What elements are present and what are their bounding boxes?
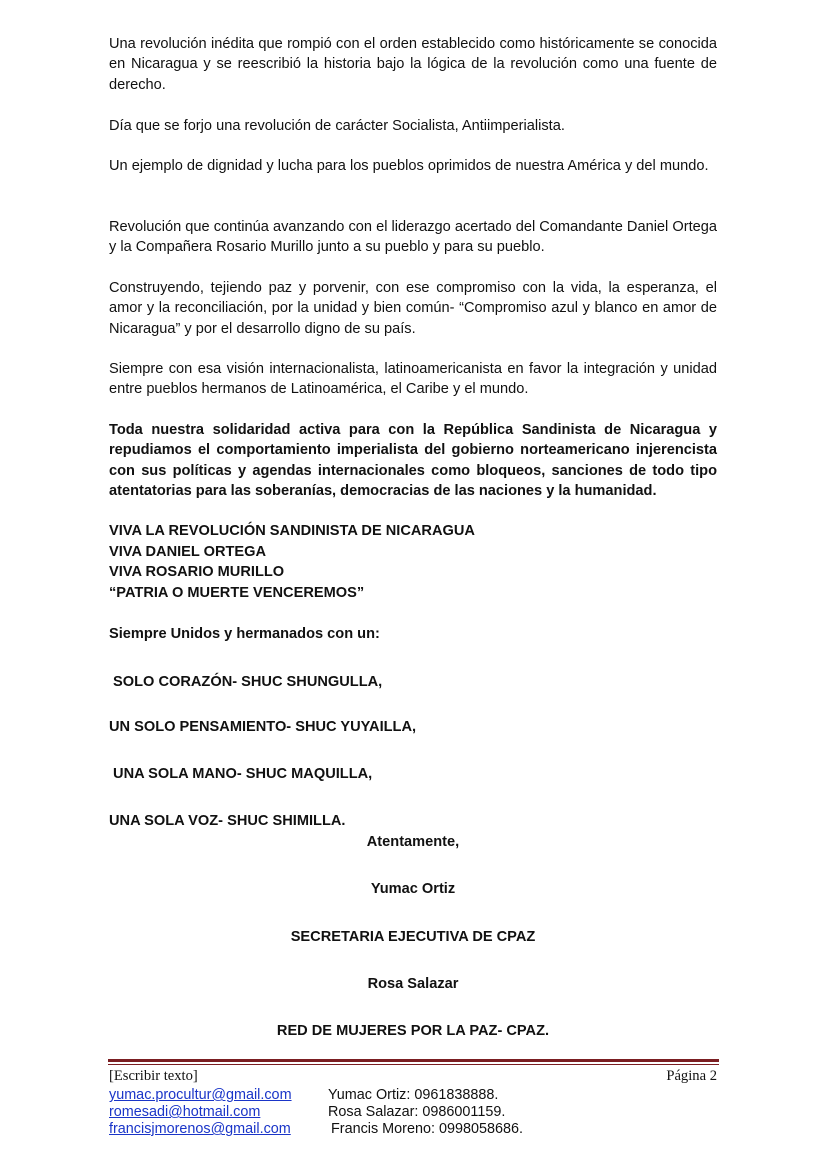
slogan-line: VIVA DANIEL ORTEGA (109, 544, 267, 560)
unity-line: UN SOLO PENSAMIENTO- SHUC YUYAILLA, (109, 719, 417, 735)
signer-title: RED DE MUJERES POR LA PAZ- CPAZ. (276, 1023, 550, 1039)
signer-name: Rosa Salazar (367, 976, 459, 992)
paragraph-1: Una revolución inédita que rompió con el orden establecido como históricamente se conocida en Nicaragua y se reescribió la historia bajo la lógica de la revolución como una fuente de derecho. (109, 36, 717, 93)
footer-rule-thin (108, 1064, 719, 1065)
email-link[interactable]: romesadi@hotmail.com (109, 1104, 261, 1120)
footer-rule (108, 1059, 719, 1062)
solidarity-paragraph: Toda nuestra solidaridad activa para con la República Sandinista de Nicaragua y repudiamos el comportamiento imperialista del gobierno norteamericano injerencista con sus políticas y agendas internacionales como bloqueos, sanciones de todo tipo atentatorias para las soberanías, democracias de las naciones y la humanidad. (109, 422, 717, 500)
unity-line: UNA SOLA VOZ- SHUC SHIMILLA. (109, 813, 346, 829)
signer-name: Yumac Ortiz (370, 881, 456, 897)
paragraph-3: Un ejemplo de dignidad y lucha para los pueblos oprimidos de nuestra América y del mundo. (109, 158, 709, 174)
closing-salutation: Atentamente, (366, 834, 460, 850)
paragraph-6: Siempre con esa visión internacionalista, latinoamericanista en favor la integración y unidad entre pueblos hermanos de Latinoamérica, el Caribe y el mundo. (109, 361, 717, 398)
email-link[interactable]: yumac.procultur@gmail.com (109, 1087, 292, 1103)
contact-phone: Yumac Ortiz: 0961838888. (328, 1087, 499, 1103)
page-number: Página 2 (666, 1068, 717, 1084)
slogan-line: “PATRIA O MUERTE VENCEREMOS” (109, 585, 365, 601)
contact-phone: Francis Moreno: 0998058686. (331, 1121, 523, 1137)
email-link[interactable]: francisjmorenos@gmail.com (109, 1121, 291, 1137)
unity-intro: Siempre Unidos y hermanados con un: (109, 626, 380, 642)
unity-line: SOLO CORAZÓN- SHUC SHUNGULLA, (109, 674, 383, 690)
paragraph-5: Construyendo, tejiendo paz y porvenir, con ese compromiso con la vida, la esperanza, el amor y la reconciliación, por la unidad y bien común- “Compromiso azul y blanco en amor de Nicaragua” y por el desarrollo digno de su país. (109, 280, 717, 337)
paragraph-4: Revolución que continúa avanzando con el liderazgo acertado del Comandante Daniel Ortega y la Compañera Rosario Murillo junto a su pueblo y para su pueblo. (109, 219, 717, 256)
contact-phone: Rosa Salazar: 0986001159. (328, 1104, 506, 1120)
paragraph-2: Día que se forjo una revolución de carácter Socialista, Antiimperialista. (109, 118, 565, 134)
unity-line: UNA SOLA MANO- SHUC MAQUILLA, (109, 766, 373, 782)
signer-title: SECRETARIA EJECUTIVA DE CPAZ (290, 929, 536, 945)
footer-placeholder-text[interactable]: [Escribir texto] (109, 1068, 198, 1084)
slogan-line: VIVA ROSARIO MURILLO (109, 564, 285, 580)
slogan-line: VIVA LA REVOLUCIÓN SANDINISTA DE NICARAGUA (109, 523, 475, 539)
